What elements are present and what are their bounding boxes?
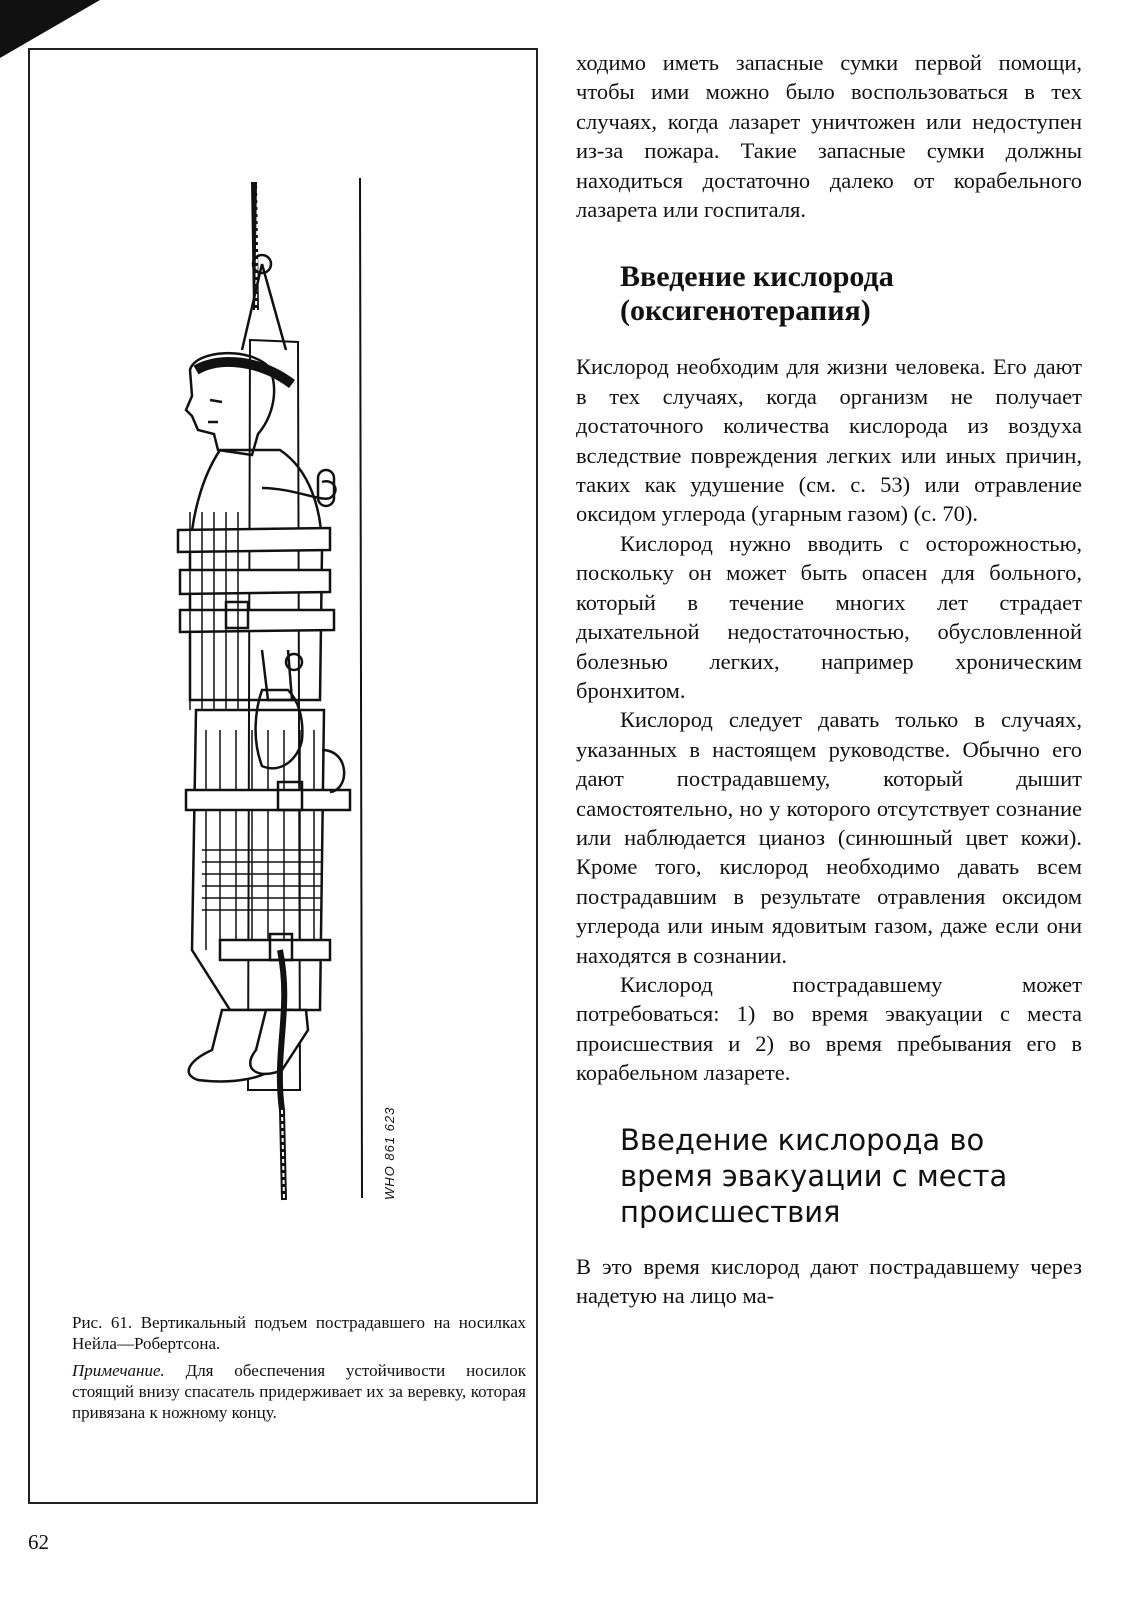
figure-note [72, 1360, 526, 1423]
paragraph-intro: ходимо иметь запасные сумки первой помощи, чтобы ими можно было воспользоваться в тех случаях, когда лазарет уничтожен или недоступен из-за пожара. Такие запасные сумки должны находиться достаточно далеко от корабельного лазарета или госпиталя. [576, 50, 1082, 223]
section-heading-oxygen-therapy: Введение кислорода (оксигенотерапия) [620, 260, 894, 328]
paragraph: Кислород следует давать только в случаях, указанных в настоящем руководстве. Обычно его дают пострадавшему, который дышит самостоятельно, но у которого отсутствует сознание или наблюдается цианоз (синюшный цвет кожи). Кроме того, кислород необходимо давать всем пострадавшим в результате отравления оксидом углерода или иным ядовитым газом, даже если они находятся в сознании. [576, 707, 1082, 968]
figure-caption-block [72, 1312, 526, 1429]
figure-code: WHO 861 623 [382, 1106, 397, 1200]
paragraph: Кислород пострадавшему может потребоваться: 1) во время эвакуации с места происшествия и 2) во время пребывания его в корабельном лазарете. [576, 971, 1082, 1086]
figure-caption: Рис. 61. Вертикальный подъем пострадавшего на носилках Нейла—Робертсона. [72, 1313, 526, 1353]
text-column [576, 48, 1082, 1310]
note-label: Примечание. [72, 1361, 165, 1380]
section-heading-evacuation-oxygen: Введение кислорода во время эвакуации с места происшествия [620, 1122, 1008, 1229]
page-number: 62 [28, 1530, 49, 1554]
paragraph: Кислород нужно вводить с осторожностью, поскольку он может быть опасен для больного, который в течение многих лет страдает дыхательной недостаточностью, обусловленной болезнью легких, например хроническим бронхитом. [576, 530, 1082, 703]
man-on-vertical-stretcher-illustration [30, 50, 536, 1300]
figure-frame [28, 48, 538, 1504]
note-text: Для обеспечения устойчивости носилок стоящий внизу спасатель придерживает их за веревку, которая привязана к ножному концу. [72, 1361, 526, 1422]
paragraph: Кислород необходим для жизни человека. Его дают в тех случаях, когда организм не получает достаточного количества кислорода из воздуха вследствие повреждения легких или иных причин, таких как удушение (см. с. 53) или отравление оксидом углерода (угарным газом) (с. 70). [576, 354, 1082, 527]
paragraph: В это время кислород дают пострадавшему через надетую на лицо ма- [576, 1253, 1082, 1308]
